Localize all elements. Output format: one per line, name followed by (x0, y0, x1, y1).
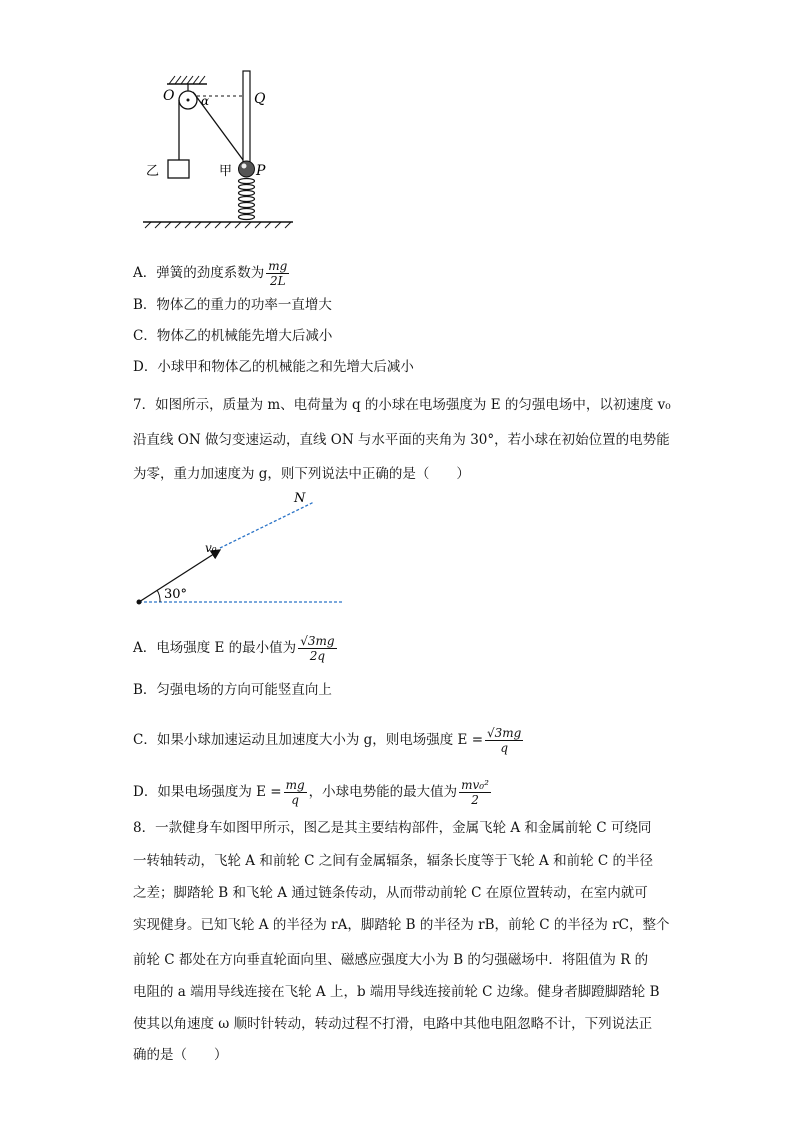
label-v0: v₀ (205, 541, 217, 555)
label-q: Q (254, 91, 266, 107)
fraction: $\frac{mg}{q}$ (285, 778, 305, 807)
q8-stem-line2: 一转轴转动，飞轮 A 和前轮 C 之间有金属辐条，辐条长度等于飞轮 A 和前轮 C 的半径 (133, 853, 653, 869)
label-yi: 乙 (146, 164, 160, 179)
label-jia: 甲 (219, 164, 233, 179)
q7-stem-line3: 为零，重力加速度为 g，则下列说法中正确的是（ ） (133, 466, 470, 482)
q8-stem-line8: 确的是（ ） (133, 1047, 228, 1063)
velocity-line-figure (130, 488, 350, 613)
q7-option-c: C．如果小球加速运动且加速度大小为 g，则电场强度 E = $\frac{√3mg}{q}$ (133, 726, 522, 755)
q7-stem-line2: 沿直线 ON 做匀变速运动，直线 ON 与水平面的夹角为 30°，若小球在初始位置的电势能 (133, 432, 670, 448)
q6-option-a: A．弹簧的劲度系数为 $\frac{mg}{2L}$ (133, 259, 288, 288)
label-n: N (294, 491, 306, 506)
fraction: $\frac{\text{mv₀²}}{2}$ (461, 778, 489, 807)
q8-stem-line3: 之差；脚踏轮 B 和飞轮 A 通过链条传动，从而带动前轮 C 在原位置转动，在室内就可 (133, 885, 648, 901)
q6-option-d: D．小球甲和物体乙的机械能之和先增大后减小 (133, 359, 414, 375)
q7-option-b: B．匀强电场的方向可能竖直向上 (133, 682, 332, 698)
label-p: P (256, 163, 266, 179)
q8-stem-line1: 8．一款健身车如图甲所示，图乙是其主要结构部件，金属飞轮 A 和金属前轮 C 可绕同 (133, 820, 652, 836)
q8-stem-line7: 使其以角速度 ω 顺时针转动，转动过程不打滑，电路中其他电阻忽略不计，下列说法正 (133, 1016, 653, 1032)
q7-option-a: A．电场强度 E 的最小值为 $\frac{√3mg}{2q}$ (133, 634, 335, 663)
q7-option-d: D．如果电场强度为 E = $\frac{mg}{q}$ ，小球电势能的最大值为 $\frac{\text{mv₀²}}{2}$ (133, 778, 489, 807)
pulley-spring-figure (135, 68, 300, 230)
q8-stem-line6: 电阻的 a 端用导线连接在飞轮 A 上，b 端用导线连接前轮 C 边缘。健身者脚蹬脚踏轮 B (133, 984, 660, 1000)
q6-option-c: C．物体乙的机械能先增大后减小 (133, 328, 333, 344)
fraction: $\frac{√3mg}{2q}$ (300, 634, 335, 663)
label-30deg: 30° (164, 587, 188, 602)
q7-stem-line1: 7．如图所示，质量为 m、电荷量为 q 的小球在电场强度为 E 的匀强电场中，以初速度 v₀ (133, 397, 671, 413)
label-o: O (163, 88, 175, 104)
fraction: $\frac{√3mg}{q}$ (487, 726, 522, 755)
label-alpha: α (201, 94, 210, 108)
q6-option-b: B．物体乙的重力的功率一直增大 (133, 297, 332, 313)
q8-stem-line5: 前轮 C 都处在方向垂直轮面向里、磁感应强度大小为 B 的匀强磁场中．将阻值为 R 的 (133, 952, 649, 968)
fraction: $\frac{mg}{2L}$ (268, 259, 288, 288)
q8-stem-line4: 实现健身。已知飞轮 A 的半径为 rA，脚踏轮 B 的半径为 rB，前轮 C 的半径为 rC，整个 (133, 917, 670, 933)
